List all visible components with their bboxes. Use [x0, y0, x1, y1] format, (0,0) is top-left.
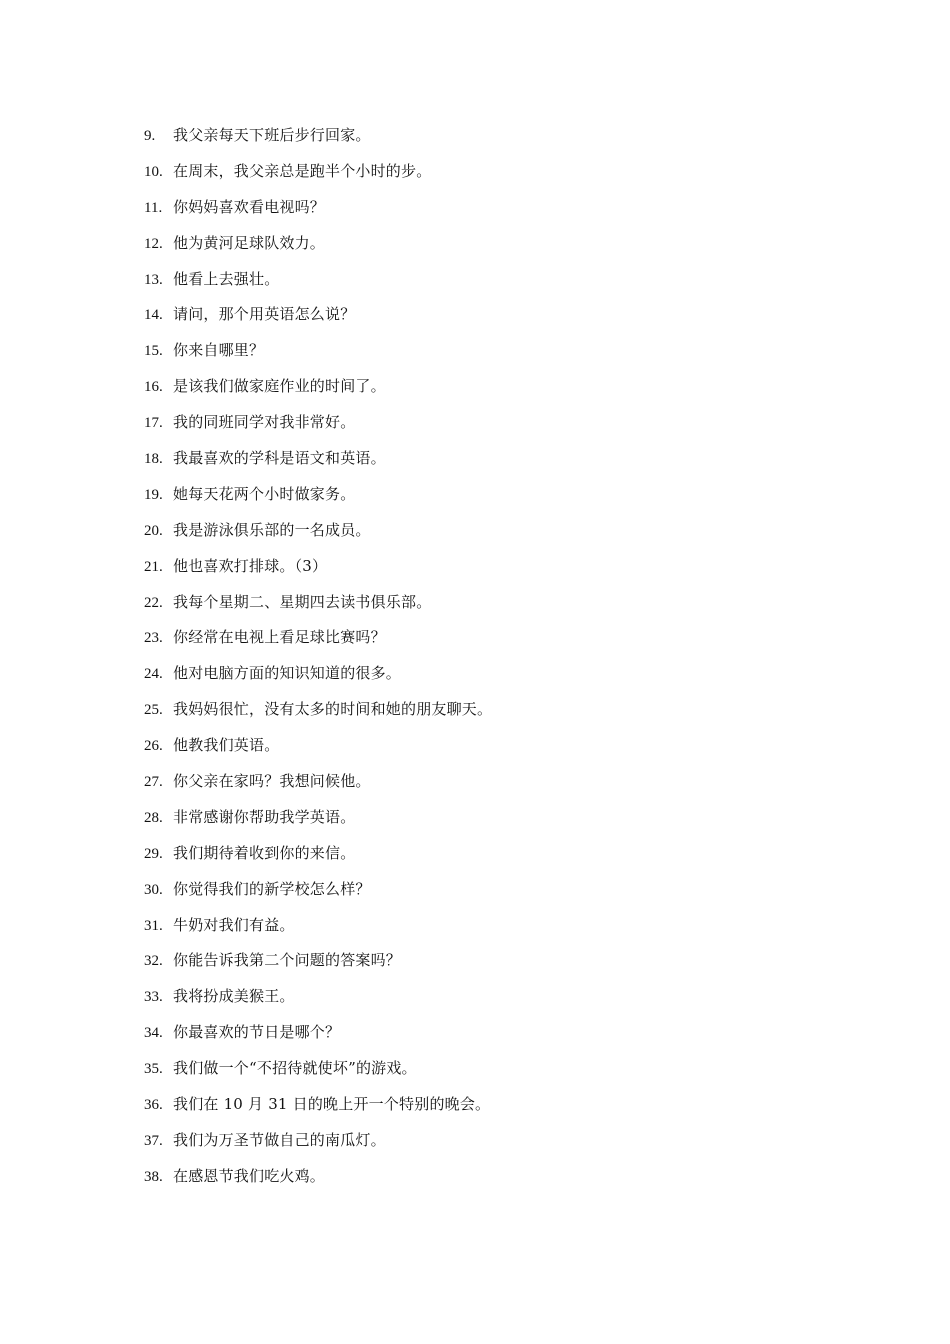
sentence-text: 我们期待着收到你的来信。 [173, 843, 356, 862]
sentence-33 [144, 985, 864, 1021]
sentence-text: 你经常在电视上看足球比赛吗？ [173, 628, 386, 647]
sentence-text: 是该我们做家庭作业的时间了。 [173, 377, 386, 396]
sentence-26 [144, 734, 864, 770]
sentence-text: 我每个星期二、星期四去读书俱乐部。 [173, 592, 432, 611]
sentence-number: 29. [144, 845, 163, 862]
sentence-text: 你父亲在家吗？我想问候他。 [173, 772, 371, 791]
sentence-number: 37. [144, 1132, 163, 1149]
sentence-number: 33. [144, 989, 163, 1006]
sentence-number: 23. [144, 630, 163, 647]
sentence-text: 我们为万圣节做自己的南瓜灯。 [173, 1130, 386, 1149]
sentence-number: 21. [144, 558, 163, 575]
sentence-text: 在周末，我父亲总是跑半个小时的步。 [173, 161, 432, 180]
sentence-number: 36. [144, 1097, 163, 1114]
sentence-number: 14. [144, 307, 163, 324]
sentence-text: 请问，那个用英语怎么说？ [173, 305, 356, 324]
sentence-text: 你来自哪里？ [173, 341, 265, 360]
sentence-21 [144, 555, 864, 591]
sentence-20 [144, 519, 864, 555]
sentence-number: 34. [144, 1025, 163, 1042]
sentence-number: 19. [144, 486, 163, 503]
sentence-10 [144, 160, 864, 196]
sentence-number: 20. [144, 522, 163, 539]
sentence-text: 我将扮成美猴王。 [173, 987, 295, 1006]
sentence-number: 15. [144, 343, 163, 360]
sentence-25 [144, 698, 864, 734]
sentence-number: 12. [144, 235, 163, 252]
sentence-12 [144, 232, 864, 268]
sentence-number: 35. [144, 1061, 163, 1078]
sentence-number: 13. [144, 271, 163, 288]
sentence-text: 他也喜欢打排球。（3） [173, 556, 328, 575]
sentence-34 [144, 1021, 864, 1057]
sentence-text: 她每天花两个小时做家务。 [173, 484, 356, 503]
sentence-text: 我的同班同学对我非常好。 [173, 413, 356, 432]
sentence-text: 我妈妈很忙，没有太多的时间和她的朋友聊天。 [173, 700, 493, 719]
sentence-32 [144, 949, 864, 985]
sentence-number: 28. [144, 809, 163, 826]
sentence-text: 我父亲每天下班后步行回家。 [173, 126, 371, 144]
sentence-15 [144, 339, 864, 375]
sentence-text: 他看上去强壮。 [173, 269, 280, 288]
sentence-30 [144, 878, 864, 914]
sentence-23 [144, 626, 864, 662]
sentence-number: 10. [144, 163, 163, 180]
sentence-29 [144, 842, 864, 878]
sentence-text: 他为黄河足球队效力。 [173, 233, 326, 252]
sentence-text: 你觉得我们的新学校怎么样？ [173, 879, 371, 898]
sentence-number: 27. [144, 774, 163, 791]
sentence-number: 17. [144, 415, 163, 432]
sentence-27 [144, 770, 864, 806]
sentence-text: 他教我们英语。 [173, 736, 280, 755]
sentence-list [144, 124, 864, 1201]
sentence-number: 25. [144, 702, 163, 719]
sentence-14 [144, 303, 864, 339]
sentence-number: 32. [144, 953, 163, 970]
sentence-number: 38. [144, 1168, 163, 1185]
sentence-number: 26. [144, 738, 163, 755]
sentence-19 [144, 483, 864, 519]
sentence-18 [144, 447, 864, 483]
sentence-text: 在感恩节我们吃火鸡。 [173, 1166, 326, 1185]
sentence-text: 我最喜欢的学科是语文和英语。 [173, 449, 386, 468]
sentence-28 [144, 806, 864, 842]
sentence-text: 我是游泳俱乐部的一名成员。 [173, 520, 371, 539]
sentence-31 [144, 914, 864, 950]
sentence-11 [144, 196, 864, 232]
sentence-35 [144, 1057, 864, 1093]
sentence-24 [144, 662, 864, 698]
sentence-text: 你能告诉我第二个问题的答案吗？ [173, 951, 402, 970]
sentence-number: 18. [144, 451, 163, 468]
sentence-38 [144, 1165, 864, 1201]
sentence-16 [144, 375, 864, 411]
sentence-number: 16. [144, 379, 163, 396]
sentence-9 [144, 124, 864, 160]
sentence-number: 31. [144, 917, 163, 934]
sentence-number: 30. [144, 881, 163, 898]
sentence-13 [144, 268, 864, 304]
sentence-text: 我们在 10 月 31 日的晚上开一个特别的晚会。 [173, 1095, 491, 1114]
sentence-22 [144, 591, 864, 627]
sentence-36 [144, 1093, 864, 1129]
sentence-text: 非常感谢你帮助我学英语。 [173, 807, 356, 826]
sentence-text: 他对电脑方面的知识知道的很多。 [173, 664, 402, 683]
sentence-number: 9. [144, 128, 156, 144]
sentence-text: 你最喜欢的节日是哪个？ [173, 1023, 341, 1042]
sentence-number: 24. [144, 666, 163, 683]
sentence-text: 你妈妈喜欢看电视吗？ [173, 197, 326, 216]
sentence-number: 11. [144, 199, 163, 216]
sentence-text: 牛奶对我们有益。 [173, 915, 295, 934]
sentence-37 [144, 1129, 864, 1165]
sentence-17 [144, 411, 864, 447]
sentence-number: 22. [144, 594, 163, 611]
sentence-text: 我们做一个“不招待就使坏”的游戏。 [173, 1059, 417, 1078]
